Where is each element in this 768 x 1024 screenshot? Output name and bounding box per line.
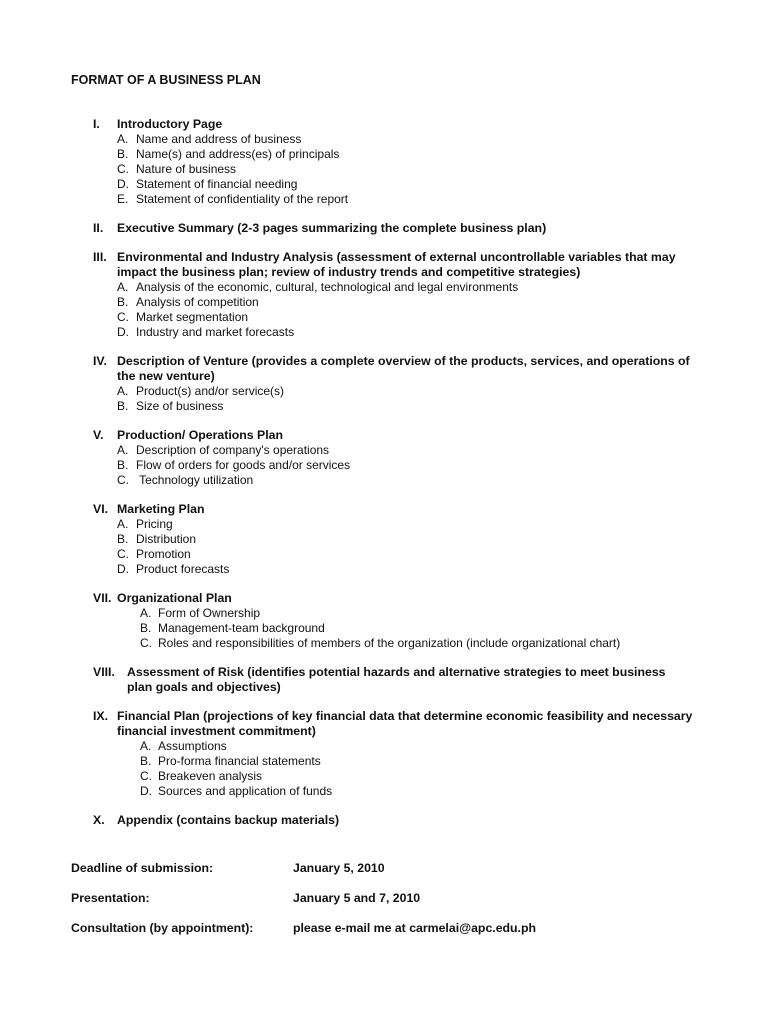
item-text: Analysis of the economic, cultural, technological and legal environments: [136, 280, 519, 294]
section-heading: Assessment of Risk (identifies potential hazards and alternative strategies to meet business plan goals and objectives): [127, 665, 666, 694]
list-item: [0, 192, 768, 207]
schedule-label: Consultation (by appointment):: [71, 921, 254, 935]
section-number: IX.: [93, 709, 109, 723]
item-text: Market segmentation: [136, 310, 249, 324]
item-letter: E.: [117, 192, 129, 206]
list-item: [0, 384, 768, 399]
schedule-row-presentation: [71, 891, 711, 921]
item-text: Statement of confidentiality of the report: [136, 192, 349, 206]
schedule-row-consultation: [71, 921, 711, 951]
list-item: [0, 295, 768, 310]
item-letter: C.: [140, 636, 152, 650]
list-item: [0, 547, 768, 562]
item-letter: D.: [117, 562, 129, 576]
document-title: FORMAT OF A BUSINESS PLAN: [71, 73, 261, 87]
schedule-value: January 5, 2010: [293, 861, 385, 875]
sub-item-list: [0, 739, 768, 799]
list-item: [0, 325, 768, 340]
section-heading: Description of Venture (provides a complete overview of the products, services, and operations of the new venture): [117, 354, 690, 383]
list-item: [0, 636, 768, 651]
item-letter: C.: [117, 473, 129, 487]
item-letter: B.: [140, 754, 152, 768]
item-text: Name and address of business: [136, 132, 302, 146]
schedule-table: [71, 861, 711, 951]
section-number: VIII.: [93, 665, 115, 679]
list-item: [0, 473, 768, 488]
section-number: V.: [93, 428, 104, 442]
list-item: [0, 443, 768, 458]
list-item: [0, 162, 768, 177]
item-text: Sources and application of funds: [158, 784, 333, 798]
list-item: [0, 769, 768, 784]
item-text: Nature of business: [136, 162, 237, 176]
item-text: Distribution: [136, 532, 197, 546]
item-letter: D.: [140, 784, 152, 798]
list-item: [0, 621, 768, 636]
list-item: [0, 562, 768, 577]
section-description-of-venture: [0, 354, 768, 414]
item-text: Industry and market forecasts: [136, 325, 295, 339]
sub-item-list: [0, 443, 768, 488]
section-heading: Executive Summary (2-3 pages summarizing the complete business plan): [117, 221, 547, 235]
section-heading: Financial Plan (projections of key financial data that determine economic feasibility and necessary financial investment commitment): [117, 709, 693, 738]
section-executive-summary: [0, 221, 768, 236]
item-text: Statement of financial needing: [136, 177, 298, 191]
item-letter: A.: [117, 132, 129, 146]
item-letter: B.: [117, 458, 129, 472]
list-item: [0, 177, 768, 192]
item-letter: D.: [117, 177, 129, 191]
list-item: [0, 280, 768, 295]
section-heading: Introductory Page: [117, 117, 223, 131]
item-letter: D.: [117, 325, 129, 339]
item-letter: A.: [140, 739, 152, 753]
item-letter: A.: [117, 280, 129, 294]
list-item: [0, 147, 768, 162]
item-letter: B.: [117, 147, 129, 161]
list-item: [0, 517, 768, 532]
item-letter: C.: [117, 547, 129, 561]
item-text: Management-team background: [158, 621, 325, 635]
section-appendix: [0, 813, 768, 828]
sub-item-list: [0, 280, 768, 340]
section-number: I.: [93, 117, 100, 131]
item-text: Promotion: [136, 547, 191, 561]
item-letter: B.: [117, 295, 129, 309]
list-item: [0, 606, 768, 621]
schedule-row-deadline: [71, 861, 711, 891]
list-item: [0, 310, 768, 325]
section-number: III.: [93, 250, 107, 264]
section-number: II.: [93, 221, 104, 235]
list-item: [0, 754, 768, 769]
item-text: Product(s) and/or service(s): [136, 384, 285, 398]
item-text: Form of Ownership: [158, 606, 261, 620]
item-letter: C.: [140, 769, 152, 783]
section-number: VII.: [93, 591, 112, 605]
section-heading: Production/ Operations Plan: [117, 428, 284, 442]
item-text: Name(s) and address(es) of principals: [136, 147, 340, 161]
list-item: [0, 784, 768, 799]
section-assessment-of-risk: [0, 665, 768, 695]
item-letter: A.: [140, 606, 152, 620]
sub-item-list: [0, 606, 768, 651]
item-letter: C.: [117, 162, 129, 176]
item-letter: A.: [117, 384, 129, 398]
item-text: Assumptions: [158, 739, 227, 753]
section-heading: Marketing Plan: [117, 502, 205, 516]
section-heading: Environmental and Industry Analysis (assessment of external uncontrollable variables that may impact the business plan; review of industry trends and competitive strategies): [117, 250, 676, 279]
section-number: IV.: [93, 354, 107, 368]
item-text: Pricing: [136, 517, 173, 531]
item-text: Flow of orders for goods and/or services: [136, 458, 351, 472]
item-letter: A.: [117, 517, 129, 531]
item-text: Breakeven analysis: [158, 769, 263, 783]
item-text: Product forecasts: [136, 562, 230, 576]
sub-item-list: [0, 517, 768, 577]
list-item: [0, 399, 768, 414]
sub-item-list: [0, 384, 768, 414]
item-text: Technology utilization: [136, 473, 254, 487]
schedule-label: Presentation:: [71, 891, 150, 905]
business-plan-outline: [0, 117, 768, 842]
section-marketing-plan: [0, 502, 768, 577]
item-text: Description of company's operations: [136, 443, 330, 457]
section-introductory-page: [0, 117, 768, 207]
item-text: Roles and responsibilities of members of the organization (include organizational chart): [158, 636, 621, 650]
section-number: X.: [93, 813, 105, 827]
section-heading: Appendix (contains backup materials): [117, 813, 340, 827]
list-item: [0, 532, 768, 547]
section-financial-plan: [0, 709, 768, 799]
list-item: [0, 739, 768, 754]
item-letter: A.: [117, 443, 129, 457]
section-organizational-plan: [0, 591, 768, 651]
list-item: [0, 132, 768, 147]
item-letter: B.: [140, 621, 152, 635]
schedule-label: Deadline of submission:: [71, 861, 214, 875]
item-letter: B.: [117, 532, 129, 546]
section-heading: Organizational Plan: [117, 591, 232, 605]
section-environmental-analysis: [0, 250, 768, 340]
schedule-value: please e-mail me at carmelai@apc.edu.ph: [293, 921, 537, 935]
schedule-value: January 5 and 7, 2010: [293, 891, 421, 905]
item-text: Pro-forma financial statements: [158, 754, 321, 768]
item-letter: C.: [117, 310, 129, 324]
sub-item-list: [0, 132, 768, 207]
item-text: Size of business: [136, 399, 224, 413]
section-number: VI.: [93, 502, 109, 516]
section-operations-plan: [0, 428, 768, 488]
list-item: [0, 458, 768, 473]
item-letter: B.: [117, 399, 129, 413]
item-text: Analysis of competition: [136, 295, 259, 309]
